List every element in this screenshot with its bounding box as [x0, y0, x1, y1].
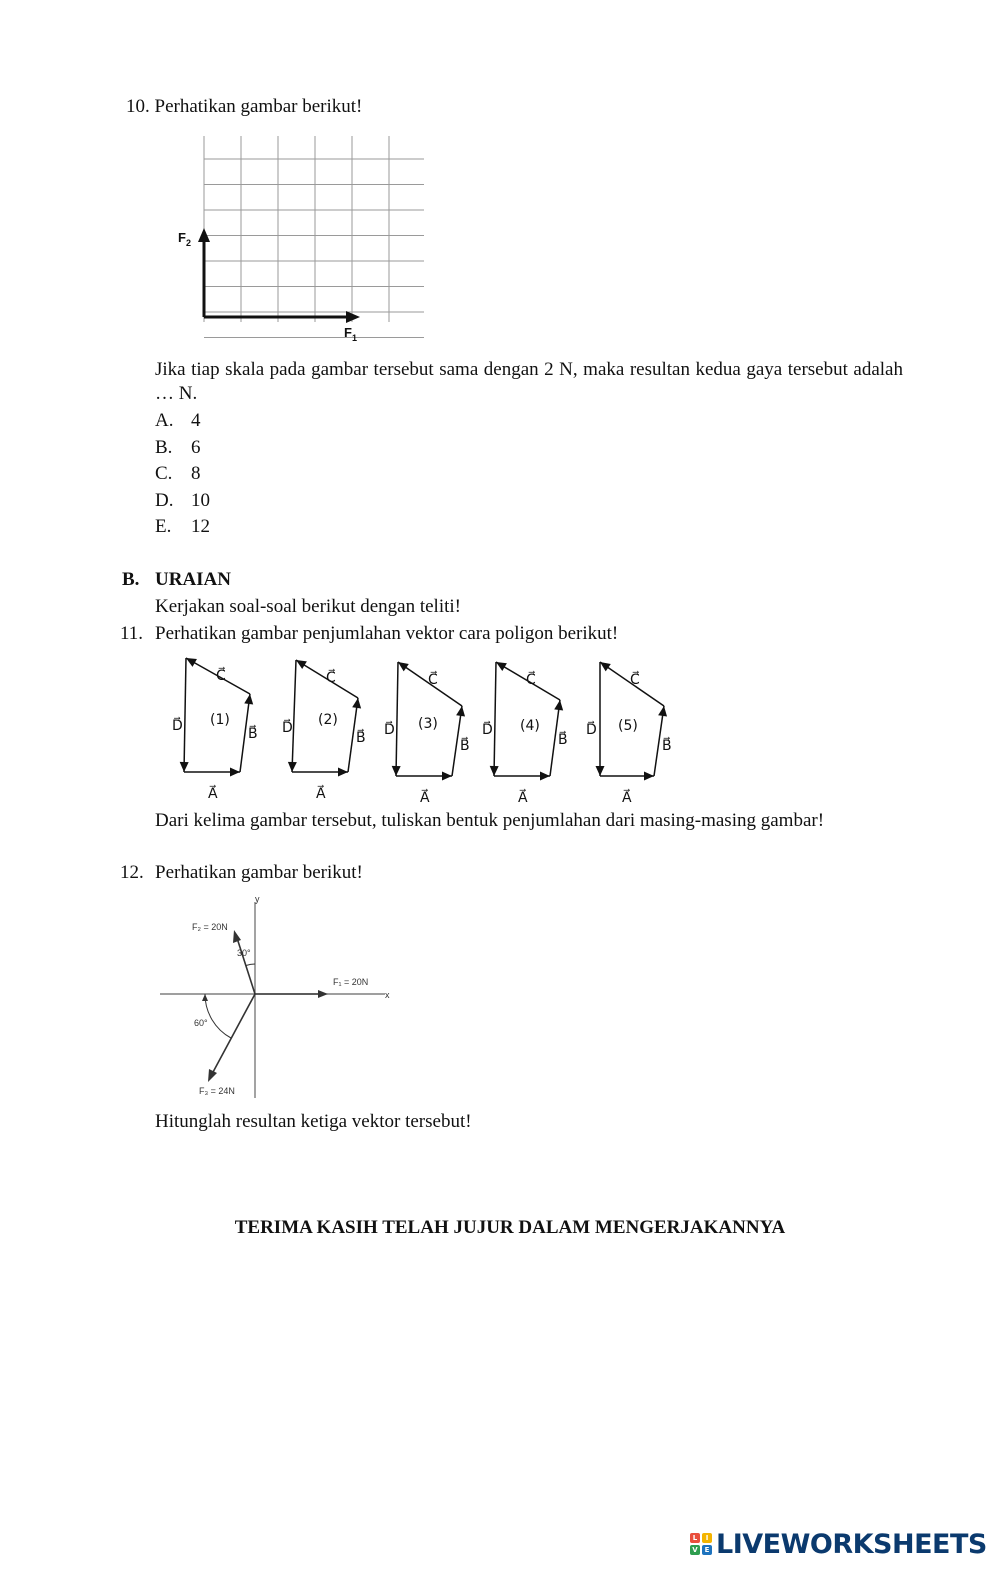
f2-vector — [237, 938, 255, 994]
label-b: B⃗ — [460, 738, 470, 754]
label-a: A⃗ — [420, 790, 430, 806]
option-letter: A. — [155, 410, 174, 431]
q12-question: Hitunglah resultan ketiga vektor tersebut! — [155, 1111, 472, 1132]
brand-name: LIVEWORKSHEETS — [716, 1528, 987, 1560]
vector-c-arrowhead — [296, 660, 307, 669]
vector-a-arrowhead — [540, 772, 550, 781]
q12-number: 12. — [120, 862, 144, 883]
vector-polygon-2 — [282, 660, 366, 802]
label-d: D⃗ — [172, 718, 183, 734]
vector-a-arrowhead — [644, 772, 654, 781]
figure-number: (3) — [418, 716, 438, 732]
option-value: 12 — [191, 516, 210, 537]
logo-tile: I — [702, 1533, 712, 1543]
q10-option-c — [155, 461, 210, 488]
vector-polygon-5 — [586, 662, 672, 806]
vector-a-arrowhead — [338, 768, 348, 777]
logo-tile: V — [690, 1545, 700, 1555]
angle-30-arc — [246, 964, 255, 966]
section-b-letter: B. — [122, 569, 140, 590]
angle-30-label: 30° — [237, 948, 251, 958]
q10-option-b — [155, 435, 210, 462]
label-b: B⃗ — [662, 738, 672, 754]
f2-arrowhead — [233, 930, 241, 943]
vector-a-arrowhead — [230, 768, 240, 777]
q11-number: 11. — [120, 623, 144, 644]
x-axis-label: x — [385, 990, 390, 1000]
vector-d-arrowhead — [180, 762, 189, 772]
q11-vector-polygons — [160, 648, 700, 816]
vector-b-arrowhead — [352, 698, 361, 709]
q10-header: 10. Perhatikan gambar berikut! — [126, 96, 363, 117]
f1-arrowhead — [318, 990, 328, 998]
grid-lines — [204, 136, 424, 338]
option-letter: B. — [155, 436, 173, 458]
label-a: A⃗ — [622, 790, 632, 806]
y-axis-label: y — [255, 894, 260, 904]
label-c: C⃗ — [326, 670, 336, 686]
label-d: D⃗ — [282, 720, 293, 736]
option-value: 6 — [191, 436, 201, 458]
label-c: C⃗ — [428, 672, 438, 688]
f1-label: F₁ = 20N — [333, 977, 369, 987]
logo-tile: L — [690, 1533, 700, 1543]
vector-a-arrowhead — [442, 772, 452, 781]
label-c: C⃗ — [216, 668, 226, 684]
q10-option-d — [155, 488, 210, 515]
vector-b-arrowhead — [554, 700, 563, 711]
option-value: 8 — [191, 463, 201, 484]
vector-d — [494, 662, 496, 776]
q11-text: Perhatikan gambar penjumlahan vektor cara poligon berikut! — [155, 623, 619, 644]
figure-number: (5) — [618, 718, 638, 734]
vector-c-arrowhead — [600, 662, 611, 671]
f3-arrowhead — [208, 1069, 217, 1082]
label-d: D⃗ — [482, 722, 493, 738]
q10-option-a — [155, 408, 210, 435]
section-b-instruction: Kerjakan soal-soal berikut dengan teliti! — [155, 596, 462, 617]
label-c: C⃗ — [526, 672, 536, 688]
figure-number: (2) — [318, 712, 338, 728]
vector-d — [396, 662, 398, 776]
label-d: D⃗ — [384, 722, 395, 738]
f3-label: F₃ = 24N — [199, 1086, 235, 1096]
figure-number: (1) — [210, 712, 230, 728]
q10-force-grid-figure — [170, 132, 430, 347]
angle-60-label: 60° — [194, 1018, 208, 1028]
vector-c-arrowhead — [496, 662, 507, 671]
label-c: C⃗ — [630, 672, 640, 688]
closing-message: TERIMA KASIH TELAH JUJUR DALAM MENGERJAKANNYA — [234, 1217, 786, 1238]
label-a: A⃗ — [208, 786, 218, 802]
f2-label: $F_2$ — [178, 230, 191, 248]
option-letter: E. — [155, 516, 172, 537]
angle-60-arc — [205, 994, 231, 1038]
label-a: A⃗ — [316, 786, 326, 802]
liveworksheets-logo-icon — [690, 1533, 712, 1555]
f2-label: F₂ = 20N — [192, 922, 228, 932]
f1-label: $F_1$ — [344, 325, 357, 343]
vector-b-arrowhead — [658, 706, 667, 717]
q12-force-diagram — [155, 890, 405, 1105]
vector-d-arrowhead — [392, 766, 401, 776]
vector-d — [184, 658, 186, 772]
vector-b-arrowhead — [456, 706, 465, 717]
option-value: 4 — [191, 410, 201, 431]
vector-b-arrowhead — [244, 694, 253, 704]
q10-option-e — [155, 514, 210, 541]
label-b: B⃗ — [248, 726, 258, 742]
q10-question-text: Jika tiap skala pada gambar tersebut sama dengan 2 N, maka resultan kedua gaya tersebut adalah … N. — [155, 359, 903, 404]
q11-question: Dari kelima gambar tersebut, tuliskan bentuk penjumlahan dari masing-masing gambar! — [155, 810, 825, 831]
vector-polygon-1 — [172, 658, 258, 802]
angle-60-arrowhead — [202, 994, 208, 1001]
label-a: A⃗ — [518, 790, 528, 806]
liveworksheets-brand — [690, 1526, 987, 1562]
q12-text: Perhatikan gambar berikut! — [155, 862, 363, 883]
vector-d-arrowhead — [288, 762, 297, 772]
f1-arrowhead — [346, 311, 360, 323]
q10-options — [155, 408, 210, 541]
figure-number: (4) — [520, 718, 540, 734]
label-b: B⃗ — [558, 732, 568, 748]
vector-d — [292, 660, 296, 772]
f3-vector — [212, 994, 255, 1074]
label-d: D⃗ — [586, 722, 597, 738]
logo-tile: E — [702, 1545, 712, 1555]
option-letter: C. — [155, 463, 173, 484]
vector-polygon-3 — [384, 662, 470, 806]
vector-d-arrowhead — [490, 766, 499, 776]
option-letter: D. — [155, 489, 174, 511]
vector-d-arrowhead — [596, 766, 605, 776]
vector-c-arrowhead — [398, 662, 409, 671]
label-b: B⃗ — [356, 730, 366, 746]
vector-polygon-4 — [482, 662, 568, 806]
section-b-title: URAIAN — [155, 569, 231, 590]
option-value: 10 — [191, 489, 210, 511]
